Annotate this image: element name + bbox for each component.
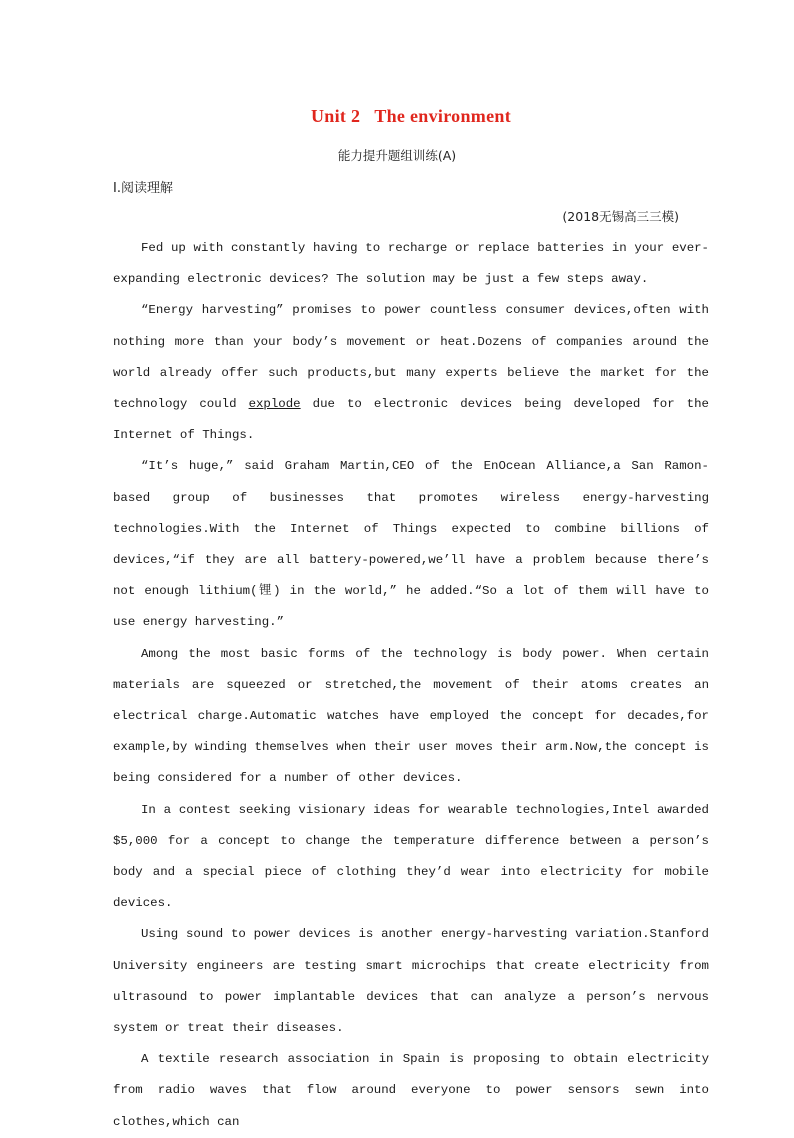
source-label: (2018无锡高三三模)	[562, 209, 679, 224]
paragraph-5: In a contest seeking visionary ideas for wearable technologies,Intel awarded $5,000 for a concept to change the temperature difference between a person’s body and a special piece of clothing they’d wear into electricity for mobile devices.	[113, 802, 709, 911]
reading-passage	[113, 233, 709, 1138]
page-title	[0, 106, 794, 127]
paragraph-2-end: due to electronic devices being developed for the Internet of Things.	[113, 397, 709, 443]
paragraph-1: Fed up with constantly having to recharge or replace batteries in your ever-expanding electronic devices? The solution may be just a few steps away.	[113, 241, 709, 287]
paragraph-2	[113, 295, 709, 451]
unit-label: Unit 2	[311, 106, 361, 126]
paragraph-7: A textile research association in Spain is proposing to obtain electricity from radio waves that flow around everyone to power sensors sewn into clothes,which can	[113, 1052, 709, 1129]
paragraph-6: Using sound to power devices is another energy-harvesting variation.Stanford University engineers are testing smart microchips that create electricity from ultrasound to power implantable devices that can analyze a person’s nervous system or treat their diseases.	[113, 927, 709, 1036]
underlined-word: explode	[248, 397, 301, 412]
paragraph-3: “It’s huge,” said Graham Martin,CEO of the EnOcean Alliance,a San Ramon-based group of businesses that promotes wireless energy-harvesting technologies.With the Internet of Things expected to combine billions of devices,“if they are all battery-powered,we’ll have a problem because there’s not enough lithium(锂) in the world,” he added.“So a lot of them will have to use energy harvesting.”	[113, 459, 709, 630]
paragraph-4: Among the most basic forms of the technology is body power. When certain materials are squeezed or stretched,the movement of their atoms creates an electrical charge.Automatic watches have employed the concept for decades,for example,by winding themselves when their user moves their arm.Now,the concept is being considered for a number of other devices.	[113, 646, 709, 786]
paragraph-2-text: “Energy harvesting” promises to power countless consumer devices,often with nothing more than your body’s movement or heat.Dozens of companies around the world already offer such products,but many experts believe the market for the technology could	[113, 303, 709, 412]
unit-title: The environment	[374, 106, 511, 126]
exercise-subtitle: 能力提升题组训练(A)	[337, 148, 457, 163]
section-heading: Ⅰ.阅读理解	[113, 181, 173, 196]
